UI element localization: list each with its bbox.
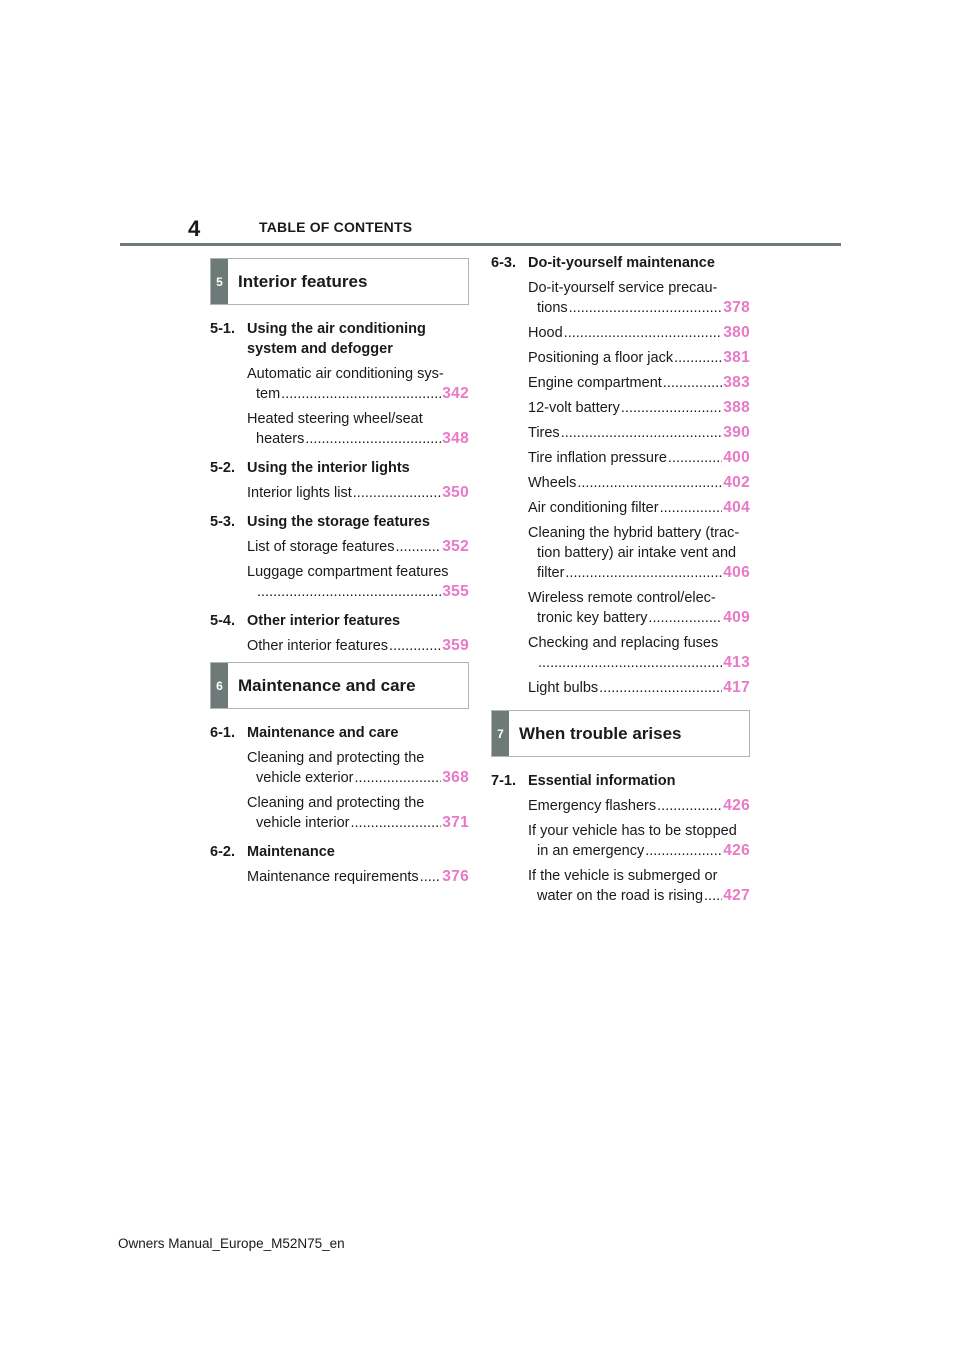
toc-entry[interactable] <box>528 588 750 628</box>
dot-leader <box>281 384 441 404</box>
toc-entry[interactable] <box>528 323 750 343</box>
entry-text: vehicle exterior <box>256 770 354 786</box>
toc-column-left-lower <box>210 662 469 887</box>
dot-leader <box>305 429 441 449</box>
page-link[interactable]: 378 <box>723 299 750 316</box>
toc-entry[interactable] <box>247 409 469 449</box>
toc-column-right-lower <box>491 710 750 906</box>
page-link[interactable]: 352 <box>442 538 469 555</box>
entry-text: List of storage features <box>247 539 395 555</box>
chapter-6 <box>210 662 469 887</box>
page-link[interactable]: 342 <box>442 385 469 402</box>
entry-text: heaters <box>256 431 305 447</box>
toc-section[interactable] <box>210 319 469 359</box>
page-link[interactable]: 350 <box>442 484 469 501</box>
toc-entry[interactable] <box>528 498 750 518</box>
dot-leader <box>389 636 441 656</box>
section-number: 5-1. <box>210 321 235 337</box>
toc-entry[interactable] <box>528 633 750 673</box>
page-link[interactable]: 427 <box>723 887 750 904</box>
toc-entry[interactable] <box>528 473 750 493</box>
chapter-number-tab: 5 <box>211 259 228 304</box>
entry-text: Positioning a floor jack <box>528 350 674 366</box>
toc-entry[interactable] <box>247 364 469 404</box>
page-link[interactable]: 409 <box>723 609 750 626</box>
entry-text: Tire inflation pressure <box>528 450 667 466</box>
chapter-6-continued <box>491 253 750 698</box>
entry-text-line: Do-it-yourself service precau- <box>528 280 718 296</box>
entry-text-line: If the vehicle is submerged or <box>528 868 718 884</box>
entry-text: 12-volt battery <box>528 400 620 416</box>
page-link[interactable]: 348 <box>442 430 469 447</box>
entry-last-line <box>528 373 750 393</box>
entry-text-line: Automatic air conditioning sys- <box>247 366 444 382</box>
dot-leader <box>396 537 442 557</box>
page-link[interactable]: 371 <box>442 814 469 831</box>
dot-leader <box>645 841 722 861</box>
toc-entry[interactable] <box>528 866 750 906</box>
toc-entry[interactable] <box>528 398 750 418</box>
dot-leader <box>663 373 722 393</box>
dot-leader <box>599 678 722 698</box>
section-title-line: Using the interior lights <box>247 460 410 476</box>
dot-leader <box>538 653 722 673</box>
page-link[interactable]: 380 <box>723 324 750 341</box>
toc-entry[interactable] <box>247 483 469 503</box>
dot-leader <box>353 483 441 503</box>
entry-last-line <box>528 563 750 583</box>
entry-text: vehicle interior <box>256 815 350 831</box>
entry-last-line <box>247 813 469 833</box>
chapter-number-tab: 7 <box>492 711 509 756</box>
dot-leader <box>420 867 442 887</box>
toc-column-left <box>210 258 469 656</box>
section-title <box>247 611 469 631</box>
entry-last-line <box>528 473 750 493</box>
entry-last-line <box>247 483 469 503</box>
entry-last-line <box>528 348 750 368</box>
page-link[interactable]: 383 <box>723 374 750 391</box>
section-title-line: system and defogger <box>247 341 393 357</box>
dot-leader <box>660 498 723 518</box>
section-number: 6-1. <box>210 725 235 741</box>
entry-text: tions <box>537 300 568 316</box>
entry-text: Emergency flashers <box>528 798 657 814</box>
entry-last-line <box>247 582 469 602</box>
entry-last-line <box>528 841 750 861</box>
entry-last-line <box>247 867 469 887</box>
section-number: 5-2. <box>210 460 235 476</box>
entry-last-line <box>528 448 750 468</box>
entry-last-line <box>528 653 750 673</box>
dot-leader <box>561 423 723 443</box>
page-link[interactable]: 404 <box>723 499 750 516</box>
page-link[interactable]: 426 <box>723 797 750 814</box>
page-link[interactable]: 413 <box>723 654 750 671</box>
toc-entry[interactable] <box>247 636 469 656</box>
dot-leader <box>657 796 722 816</box>
chapter-header-6[interactable] <box>210 662 469 709</box>
entry-text: Engine compartment <box>528 375 662 391</box>
page-link[interactable]: 417 <box>723 679 750 696</box>
entry-text-line: Heated steering wheel/seat <box>247 411 423 427</box>
chapter-title: Maintenance and care <box>238 675 416 695</box>
footer-text: Owners Manual_Europe_M52N75_en <box>118 1236 345 1251</box>
entry-last-line <box>528 323 750 343</box>
page-number: 4 <box>188 216 201 241</box>
header-title: TABLE OF CONTENTS <box>259 219 413 235</box>
entry-text: Light bulbs <box>528 680 599 696</box>
entry-text: water on the road is rising <box>537 888 704 904</box>
section-title-line: Maintenance and care <box>247 725 399 741</box>
toc-section[interactable] <box>491 253 750 273</box>
dot-leader <box>351 813 442 833</box>
section-title <box>528 771 750 791</box>
entry-last-line <box>528 423 750 443</box>
entry-text-line: Cleaning and protecting the <box>247 795 425 811</box>
page-link[interactable]: 376 <box>442 868 469 885</box>
section-title-line: Maintenance <box>247 844 335 860</box>
toc-entry[interactable] <box>528 448 750 468</box>
toc-section[interactable] <box>210 723 469 743</box>
entry-last-line <box>528 498 750 518</box>
section-title <box>247 842 469 862</box>
entry-text: filter <box>537 565 565 581</box>
chapter-title: When trouble arises <box>519 723 682 743</box>
dot-leader <box>621 398 722 418</box>
entry-last-line <box>528 398 750 418</box>
dot-leader <box>565 563 722 583</box>
toc-column-right <box>491 244 750 698</box>
chapter-7 <box>491 710 750 906</box>
section-title <box>247 458 469 478</box>
section-number: 6-3. <box>491 255 516 271</box>
toc-section[interactable] <box>210 458 469 478</box>
toc-entry[interactable] <box>247 748 469 788</box>
entry-text-line: Cleaning and protecting the <box>247 750 425 766</box>
toc-entry[interactable] <box>528 678 750 698</box>
dot-leader <box>704 886 722 906</box>
chapter-number-tab: 6 <box>211 663 228 708</box>
entry-text-line: Checking and replacing fuses <box>528 635 719 651</box>
toc-entry[interactable] <box>528 373 750 393</box>
entry-text: Hood <box>528 325 563 341</box>
entry-last-line <box>528 886 750 906</box>
section-number: 5-4. <box>210 613 235 629</box>
dot-leader <box>564 323 723 343</box>
toc-entry[interactable] <box>247 867 469 887</box>
page-link[interactable]: 368 <box>442 769 469 786</box>
page-link[interactable]: 406 <box>723 564 750 581</box>
section-title-line: Using the storage features <box>247 514 430 530</box>
toc-section[interactable] <box>210 611 469 631</box>
entry-text: Air conditioning filter <box>528 500 659 516</box>
chapter-header-5[interactable] <box>210 258 469 305</box>
page-link[interactable]: 426 <box>723 842 750 859</box>
entry-text: tronic key battery <box>537 610 648 626</box>
toc-entry[interactable] <box>528 278 750 318</box>
page-link[interactable]: 355 <box>442 583 469 600</box>
entry-text-line: Wireless remote control/elec- <box>528 590 716 606</box>
entry-last-line <box>247 636 469 656</box>
toc-section[interactable] <box>210 842 469 862</box>
entry-text: Wheels <box>528 475 577 491</box>
page-link[interactable]: 381 <box>723 349 750 366</box>
entry-text: tem <box>256 386 281 402</box>
entry-text: Tires <box>528 425 560 441</box>
entry-text-line: tion battery) air intake vent and <box>537 545 737 561</box>
entry-last-line <box>247 384 469 404</box>
entry-text-line: Luggage compartment features <box>247 564 449 580</box>
section-title-line: Other interior features <box>247 613 401 629</box>
page-link[interactable]: 359 <box>442 637 469 654</box>
page-link[interactable]: 402 <box>723 474 750 491</box>
section-title <box>247 512 469 532</box>
dot-leader <box>257 582 441 602</box>
dot-leader <box>569 298 723 318</box>
entry-last-line <box>528 678 750 698</box>
toc-entry[interactable] <box>528 821 750 861</box>
section-number: 7-1. <box>491 773 516 789</box>
section-title <box>247 319 469 359</box>
page-link[interactable]: 388 <box>723 399 750 416</box>
entry-text: Interior lights list <box>247 485 352 501</box>
section-title-line: Essential information <box>528 773 676 789</box>
entry-last-line <box>528 796 750 816</box>
section-number: 5-3. <box>210 514 235 530</box>
toc-entry[interactable] <box>247 537 469 557</box>
entry-text-line: If your vehicle has to be stopped <box>528 823 737 839</box>
section-number: 6-2. <box>210 844 235 860</box>
entry-last-line <box>247 768 469 788</box>
toc-section[interactable] <box>491 771 750 791</box>
section-title <box>247 723 469 743</box>
chapter-title: Interior features <box>238 271 368 291</box>
dot-leader <box>577 473 722 493</box>
chapter-header-7[interactable] <box>491 710 750 757</box>
toc-entry[interactable] <box>528 423 750 443</box>
dot-leader <box>648 608 722 628</box>
entry-last-line <box>247 429 469 449</box>
toc-entry[interactable] <box>528 796 750 816</box>
dot-leader <box>355 768 442 788</box>
entry-text: in an emergency <box>537 843 645 859</box>
section-title-line: Using the air conditioning <box>247 321 426 337</box>
page-link[interactable]: 400 <box>723 449 750 466</box>
entry-text-line: Cleaning the hybrid battery (trac- <box>528 525 740 541</box>
entry-last-line <box>528 298 750 318</box>
toc-section[interactable] <box>210 512 469 532</box>
entry-text: Other interior features <box>247 638 389 654</box>
toc-entry[interactable] <box>528 348 750 368</box>
page-link[interactable]: 390 <box>723 424 750 441</box>
dot-leader <box>668 448 722 468</box>
dot-leader <box>674 348 722 368</box>
entry-text: Maintenance requirements <box>247 869 419 885</box>
entry-last-line <box>247 537 469 557</box>
section-title-line: Do-it-yourself maintenance <box>528 255 715 271</box>
entry-last-line <box>528 608 750 628</box>
section-title <box>528 253 750 273</box>
toc-entry[interactable] <box>528 523 750 583</box>
toc-entry[interactable] <box>247 793 469 833</box>
toc-entry[interactable] <box>247 562 469 602</box>
chapter-5 <box>210 258 469 656</box>
